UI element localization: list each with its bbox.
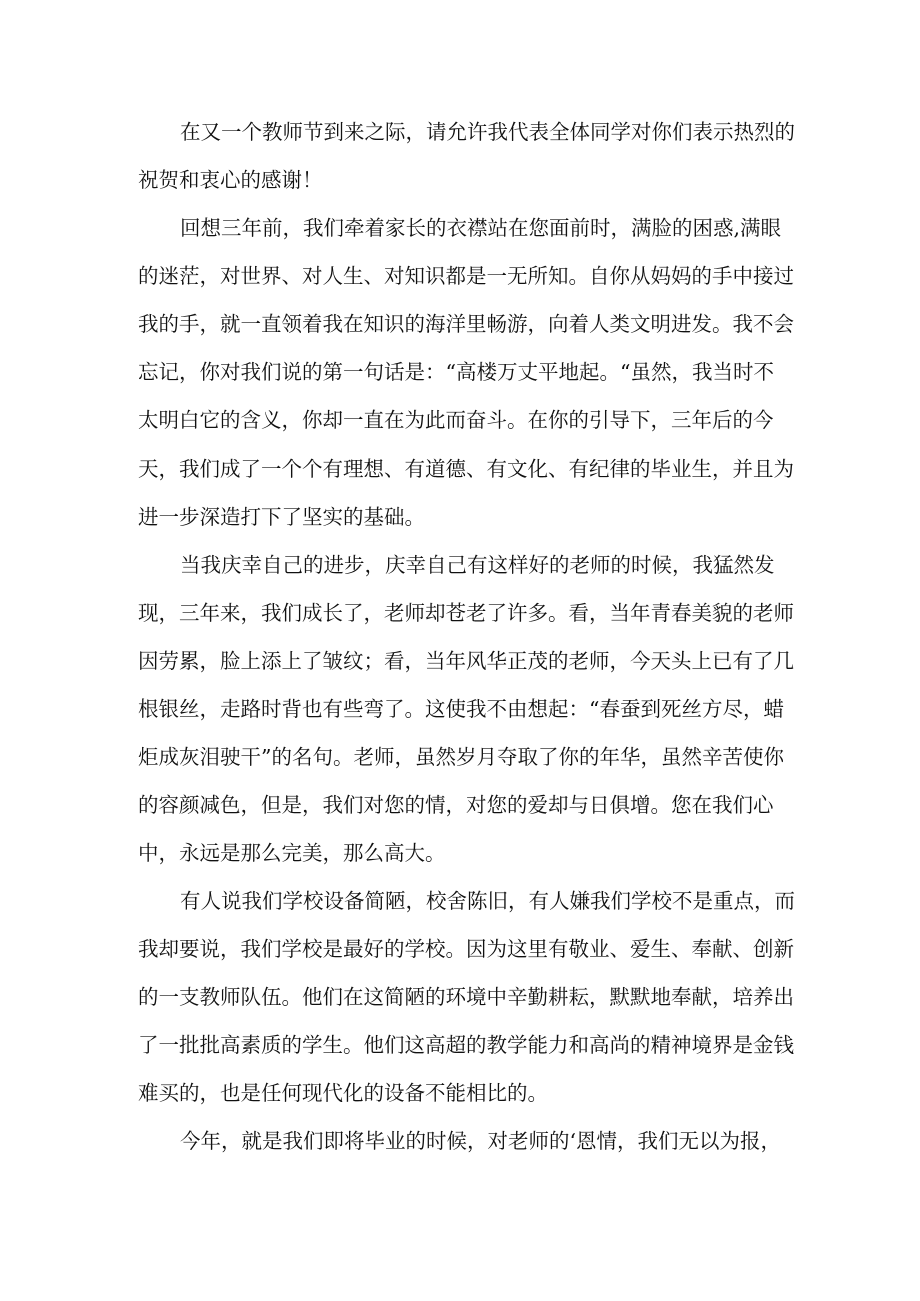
paragraph-1-line-2: 祝贺和衷心的感谢！: [138, 168, 323, 192]
paragraph-3-line-1: 当我庆幸自己的进步，庆幸自己有这样好的老师的时候，我猛然发: [180, 553, 775, 577]
paragraph-2-line-4: 忘记，你对我们说的第一句话是：“高楼万丈平地起。“虽然，我当时不: [138, 360, 774, 384]
paragraph-2-line-7: 进一步深造打下了坚实的基础。: [138, 505, 425, 529]
paragraph-4-line-3: 的一支教师队伍。他们在这简陋的环境中辛勤耕耘，默默地奉献，培养出: [138, 985, 794, 1009]
paragraph-3-line-4: 根银丝，走路时背也有些弯了。这使我不由想起：“春蚕到死丝方尽，蜡: [138, 697, 784, 721]
paragraph-4-line-5: 难买的，也是任何现代化的设备不能相比的。: [138, 1081, 548, 1105]
paragraph-4-line-4: 了一批批高素质的学生。他们这高超的教学能力和高尚的精神境界是金钱: [138, 1033, 794, 1057]
paragraph-1-line-1: 在又一个教师节到来之际，请允许我代表全体同学对你们表示热烈的: [180, 120, 795, 144]
paragraph-2-line-3: 我的手，就一直领着我在知识的海洋里畅游，向着人类文明进发。我不会: [138, 312, 794, 336]
paragraph-4-line-1: 有人说我们学校设备简陋，校舍陈旧，有人嫌我们学校不是重点，而: [180, 889, 795, 913]
paragraph-3-line-2: 现，三年来，我们成长了，老师却苍老了许多。看，当年青春美貌的老师: [138, 601, 794, 625]
paragraph-4-line-2: 我却要说，我们学校是最好的学校。因为这里有敬业、爱生、奉献、创新: [138, 937, 794, 961]
paragraph-3-line-6: 的容颜减色，但是，我们对您的情，对您的爱却与日俱增。您在我们心: [138, 793, 774, 817]
paragraph-2-line-1: 回想三年前，我们牵着家长的衣襟站在您面前时，满脸的困惑,满眼: [180, 216, 782, 240]
paragraph-2-line-5: 太明白它的含义，你却一直在为此而奋斗。在你的引导下，三年后的今: [138, 408, 774, 432]
paragraph-2-line-2: 的迷茫，对世界、对人生、对知识都是一无所知。自你从妈妈的手中接过: [138, 264, 794, 288]
paragraph-2-line-6: 天，我们成了一个个有理想、有道德、有文化、有纪律的毕业生，并且为: [138, 457, 794, 481]
paragraph-3-line-3: 因劳累，脸上添上了皱纹；看，当年风华正茂的老师，今天头上已有了几: [138, 649, 794, 673]
paragraph-3-line-5: 炬成灰泪驶干”的名句。老师，虽然岁月夺取了你的年华，虽然辛苦使你: [138, 745, 784, 769]
paragraph-3-line-7: 中，永远是那么完美，那么高大。: [138, 841, 446, 865]
paragraph-5-line-1: 今年，就是我们即将毕业的时候，对老师的‘恩情，我们无以为报，: [180, 1129, 782, 1153]
